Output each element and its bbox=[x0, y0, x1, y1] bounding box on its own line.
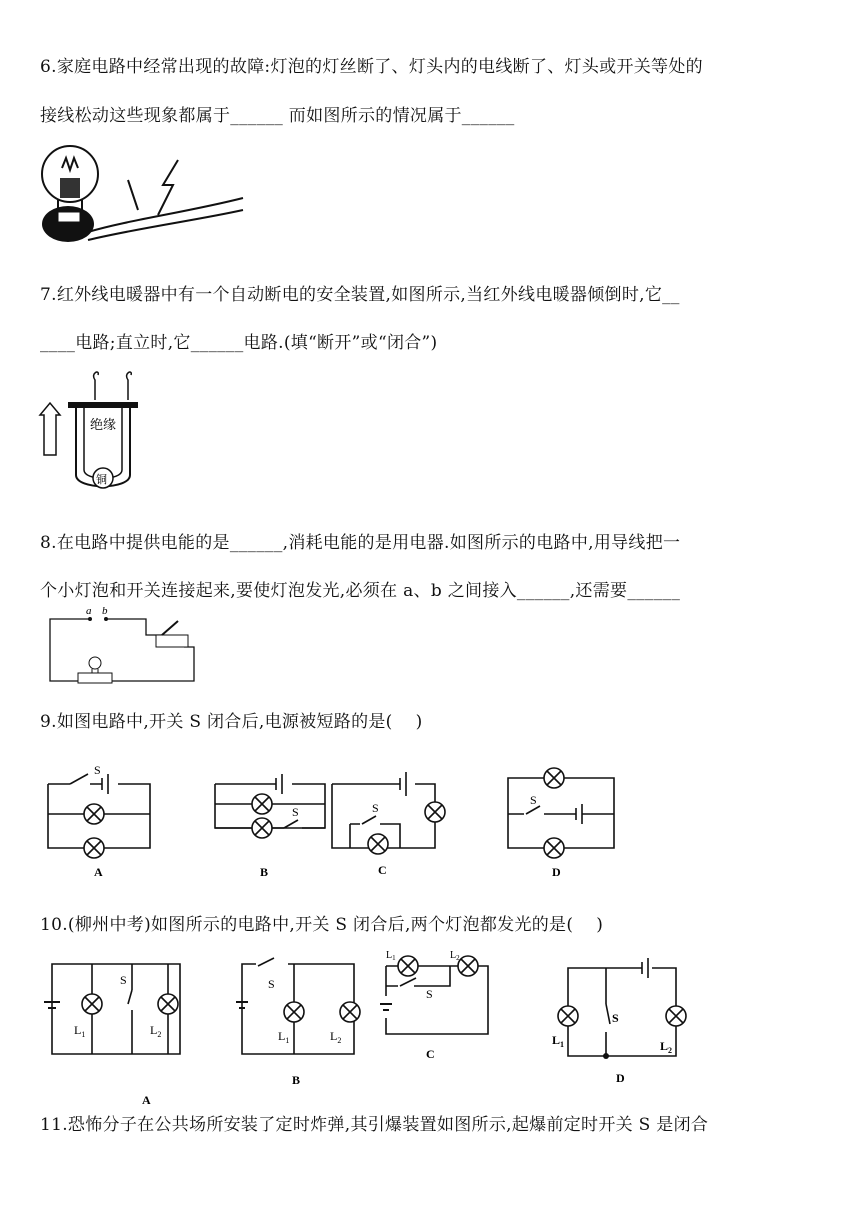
q11-line1: 11.恐怖分子在公共场所安装了定时炸弹,其引爆装置如图所示,起爆前定时开关 S 是闭合 bbox=[40, 1115, 709, 1135]
q9-circuits-figure bbox=[40, 748, 630, 888]
q10-switch-label-d: S bbox=[612, 1011, 619, 1025]
q10-lamp2-b: $L_2$ bbox=[330, 1029, 342, 1045]
q10-line1: 10.(柳州中考)如图所示的电路中,开关 S 闭合后,两个灯泡都发光的是( ) bbox=[40, 915, 604, 935]
q7-line2: ____电路;直立时,它______电路.(填“断开”或“闭合”) bbox=[40, 333, 438, 353]
q10-lamp1-d: $L_1$ bbox=[552, 1033, 565, 1049]
q6-line2: 接线松动这些现象都属于______ 而如图所示的情况属于______ bbox=[40, 106, 515, 126]
q6-line1: 6.家庭电路中经常出现的故障:灯泡的灯丝断了、灯头内的电线断了、灯头或开关等处的 bbox=[40, 57, 703, 77]
q7-heater-switch-figure bbox=[40, 365, 150, 500]
q9-option-a: A bbox=[94, 865, 103, 879]
q10-lamp2-d: $L_2$ bbox=[660, 1039, 673, 1055]
q10-lamp1-b: $L_1$ bbox=[278, 1029, 290, 1045]
q10-option-a: A bbox=[142, 1093, 151, 1107]
q6-bulb-figure bbox=[38, 140, 248, 252]
q9-switch-label-d: S bbox=[530, 793, 537, 807]
q10-option-d: D bbox=[616, 1071, 625, 1085]
q7-label-copper: 铜 bbox=[96, 474, 107, 486]
q9-switch-label-b: S bbox=[292, 805, 299, 819]
q8-line2: 个小灯泡和开关连接起来,要使灯泡发光,必须在 a、b 之间接入______,还需要______ bbox=[40, 581, 681, 601]
q10-switch-label-a: S bbox=[120, 973, 127, 987]
q10-lamp1-c: $L_1$ bbox=[386, 950, 396, 962]
q10-lamp2-c: $L_2$ bbox=[450, 950, 460, 962]
q10-option-c: C bbox=[426, 1047, 435, 1061]
q10-circuits-figure bbox=[40, 946, 730, 1107]
q10-switch-label-b: S bbox=[268, 977, 275, 991]
q8-circuit-figure bbox=[44, 603, 204, 685]
q9-option-b: B bbox=[260, 865, 269, 879]
q9-option-c: C bbox=[378, 863, 387, 877]
q7-label-insulation: 绝缘 bbox=[90, 417, 117, 432]
q9-switch-label-a: S bbox=[94, 763, 101, 777]
q8-label-b: b bbox=[102, 605, 108, 617]
q9-switch-label-c: S bbox=[372, 801, 379, 815]
q10-option-b: B bbox=[292, 1073, 301, 1087]
q10-lamp2-a: $L_2$ bbox=[150, 1023, 162, 1039]
q9-line1: 9.如图电路中,开关 S 闭合后,电源被短路的是( ) bbox=[40, 712, 423, 732]
q7-line1: 7.红外线电暖器中有一个自动断电的安全装置,如图所示,当红外线电暖器倾倒时,它__ bbox=[40, 285, 680, 305]
q10-lamp1-a: $L_1$ bbox=[74, 1023, 86, 1039]
q8-line1: 8.在电路中提供电能的是______,消耗电能的是用电器.如图所示的电路中,用导线把一 bbox=[40, 533, 681, 553]
q9-option-d: D bbox=[552, 865, 561, 879]
q10-switch-label-c: S bbox=[426, 987, 433, 1001]
q8-label-a: a bbox=[86, 605, 92, 617]
